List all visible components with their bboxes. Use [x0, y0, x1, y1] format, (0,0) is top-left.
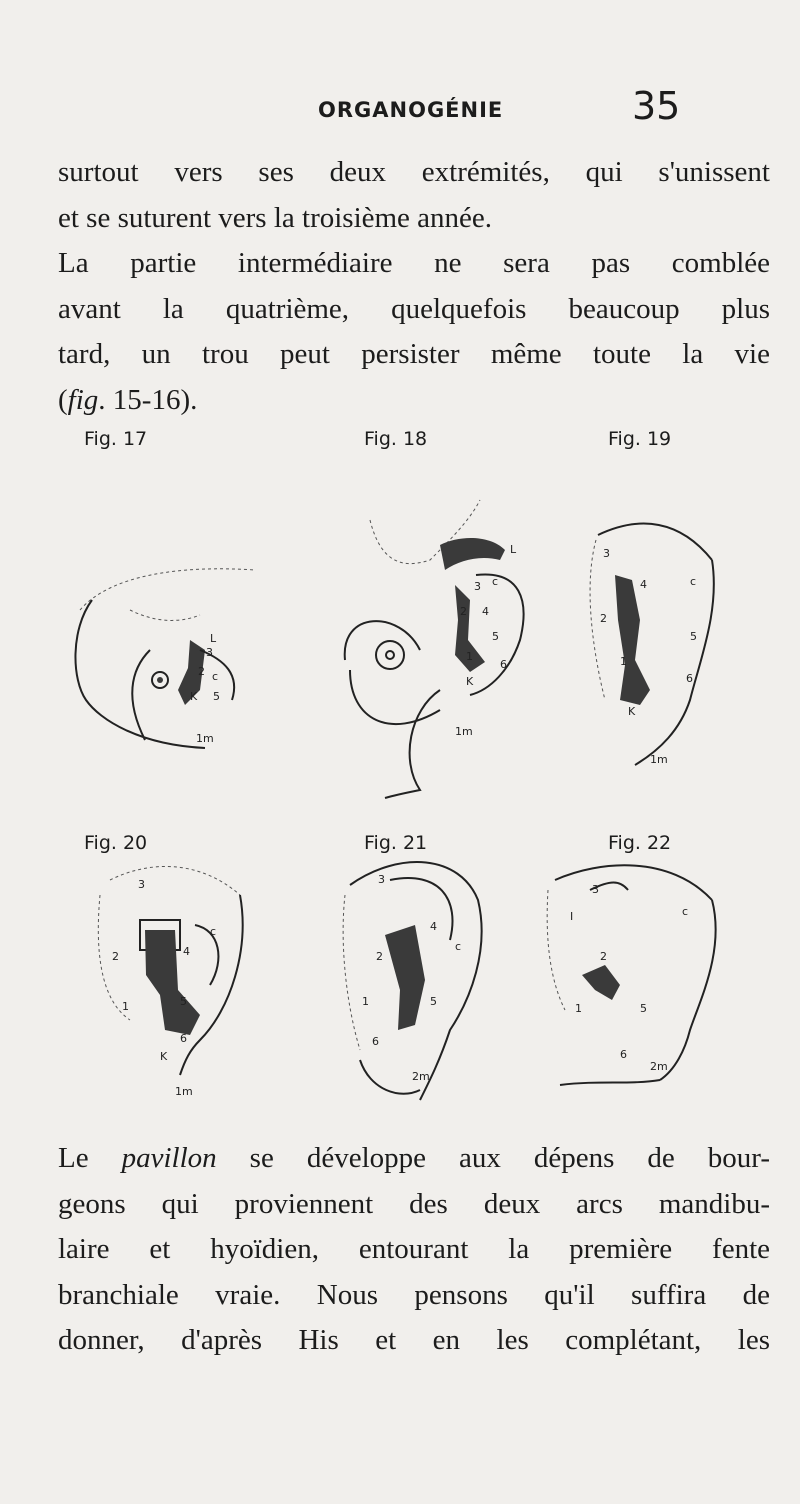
- svg-text:6: 6: [372, 1035, 379, 1048]
- page-number: 35: [632, 84, 681, 128]
- svg-text:2: 2: [600, 612, 607, 625]
- svg-text:3: 3: [138, 878, 145, 891]
- text-line: La partie intermédiaire ne sera pas comblée: [58, 247, 770, 279]
- svg-text:3: 3: [592, 883, 599, 896]
- svg-text:5: 5: [690, 630, 697, 643]
- fig21-label: Fig. 21: [364, 832, 428, 854]
- fig22-label: Fig. 22: [608, 832, 672, 854]
- svg-text:c: c: [210, 925, 217, 938]
- svg-text:4: 4: [640, 578, 647, 591]
- text-fragment: (: [58, 383, 68, 416]
- svg-text:5: 5: [640, 1002, 647, 1015]
- svg-text:5: 5: [430, 995, 437, 1008]
- fig20-label: Fig. 20: [84, 832, 148, 854]
- svg-text:L: L: [510, 543, 517, 556]
- svg-text:6: 6: [500, 658, 507, 671]
- svg-text:L: L: [210, 632, 217, 645]
- fig21-scale: 2m: [412, 1070, 430, 1083]
- svg-text:6: 6: [686, 672, 693, 685]
- svg-text:3: 3: [603, 547, 610, 560]
- text-fragment: Le: [58, 1142, 89, 1174]
- svg-text:c: c: [690, 575, 697, 588]
- text-line: et se suturent vers la troisième année.: [58, 201, 493, 234]
- svg-text:5: 5: [180, 995, 187, 1008]
- svg-text:3: 3: [378, 873, 385, 886]
- svg-text:I: I: [570, 910, 574, 923]
- svg-text:1: 1: [122, 1000, 129, 1013]
- svg-text:6: 6: [180, 1032, 187, 1045]
- svg-text:2: 2: [198, 665, 205, 678]
- running-title: ORGANOGÉNIE: [318, 98, 504, 122]
- svg-text:c: c: [682, 905, 689, 918]
- svg-text:K: K: [160, 1050, 168, 1063]
- fig22-drawing: [547, 865, 715, 1085]
- italic-text: fig: [67, 383, 99, 416]
- svg-text:1: 1: [620, 655, 627, 668]
- svg-text:c: c: [455, 940, 462, 953]
- fig20-scale: 1m: [175, 1085, 193, 1098]
- fig17-scale: 1m: [196, 732, 214, 745]
- text-line: [58, 1136, 770, 1182]
- svg-text:2: 2: [376, 950, 383, 963]
- fig19-label: Fig. 19: [608, 428, 672, 450]
- text-fragment: . 15-16).: [98, 383, 198, 416]
- svg-text:4: 4: [482, 605, 489, 618]
- text-line: donner, d'après His et en les complétant, les: [58, 1324, 770, 1356]
- text-line: surtout vers ses deux extrémités, qui s'unissent: [58, 156, 770, 188]
- fig19-drawing: [590, 524, 714, 766]
- fig18-drawing: [345, 500, 524, 798]
- fig21-drawing: [343, 862, 481, 1100]
- svg-text:4: 4: [183, 945, 190, 958]
- fig17-label: Fig. 17: [84, 428, 148, 450]
- svg-text:4: 4: [430, 920, 437, 933]
- svg-text:K: K: [628, 705, 636, 718]
- svg-text:6: 6: [620, 1048, 627, 1061]
- svg-text:2: 2: [112, 950, 119, 963]
- text-line: avant la quatrième, quelquefois beaucoup plus: [58, 292, 770, 325]
- svg-text:5: 5: [213, 690, 220, 703]
- fig18-scale: 1m: [455, 725, 473, 738]
- svg-text:K: K: [190, 690, 198, 703]
- fig22-scale: 2m: [650, 1060, 668, 1073]
- svg-text:3: 3: [206, 646, 213, 659]
- fig18-label: Fig. 18: [364, 428, 428, 450]
- svg-text:1: 1: [466, 650, 473, 663]
- svg-text:K: K: [466, 675, 474, 688]
- svg-text:2: 2: [600, 950, 607, 963]
- svg-text:5: 5: [492, 630, 499, 643]
- text-line: branchiale vraie. Nous pensons qu'il suffira de: [58, 1278, 770, 1311]
- paragraph-bottom: [58, 1136, 770, 1364]
- fig19-scale: 1m: [650, 753, 668, 766]
- text-line: laire et hyoïdien, entourant la première fente: [58, 1233, 770, 1265]
- svg-text:2: 2: [460, 605, 467, 618]
- fig20-drawing: [98, 866, 242, 1098]
- text-fragment: se développe aux dépens de bour-: [249, 1142, 771, 1174]
- italic-text: pavillon: [121, 1142, 217, 1174]
- fig17-drawing: [75, 569, 255, 748]
- svg-text:1: 1: [362, 995, 369, 1008]
- svg-text:c: c: [492, 575, 499, 588]
- svg-text:1: 1: [575, 1002, 582, 1015]
- text-line: geons qui proviennent des deux arcs mandibu-: [58, 1187, 770, 1220]
- text-line: tard, un trou peut persister même toute la vie: [58, 338, 770, 370]
- svg-text:3: 3: [474, 580, 481, 593]
- svg-text:c: c: [212, 670, 219, 683]
